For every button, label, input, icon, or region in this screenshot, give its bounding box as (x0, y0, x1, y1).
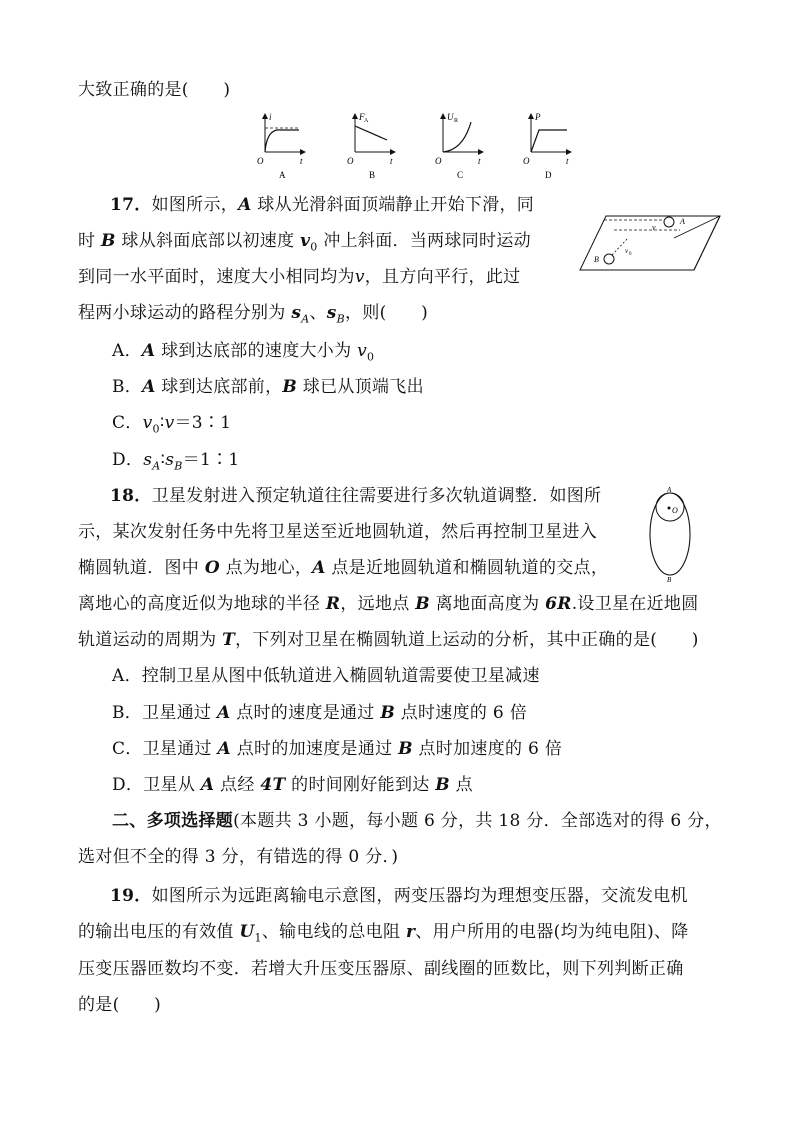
section2-line-1 (112, 809, 722, 833)
graph-d-origin: O (523, 156, 530, 166)
graph-d (523, 112, 571, 180)
graph-b-ylabel: F (359, 112, 365, 122)
fig18-b: B (667, 576, 672, 584)
q18-optB-d: 点时速度的 6 倍 (394, 703, 528, 723)
q18-l4g: .设卫星在近地圆 (571, 594, 699, 614)
graph-c-origin: O (435, 156, 442, 166)
q17-option-a[interactable] (112, 339, 374, 369)
q18-optD-b: 点经 (214, 775, 261, 795)
section2-l1: (本题共 3 小题，每小题 6 分，共 18 分．全部选对的得 6 分， (233, 811, 722, 831)
q18-optD-c: 4T (260, 775, 286, 795)
q18-orbit-figure (645, 484, 695, 584)
q18-optC-d: 点时加速度的 6 倍 (412, 739, 563, 759)
q17-l4b: s (291, 303, 302, 323)
q18-l1: 卫星发射进入预定轨道往往需要进行多次轨道调整．如图所 (151, 486, 602, 506)
q17-optB-p: B． (112, 377, 143, 397)
graph-d-label: D (545, 170, 552, 180)
q17-line-2 (78, 229, 531, 259)
q18-option-c[interactable] (112, 737, 562, 761)
q17-optA-b: 球到达底部的速度大小为 (155, 341, 358, 361)
fig17-v: v (652, 223, 656, 232)
q18-optB-c: B (380, 703, 395, 723)
q17-optB-d: 球已从顶端飞出 (297, 377, 424, 397)
graph-a-xlabel: t (300, 156, 303, 166)
q18-l4a: 离地心的高度近似为地球的半径 (78, 594, 326, 614)
q17-optC-p: C． (112, 413, 143, 433)
q17-option-c[interactable] (112, 411, 231, 441)
q18-l4e: 离地面高度为 (429, 594, 546, 614)
q18-optB-p: B．卫星通过 (112, 703, 217, 723)
q17-line-1 (110, 193, 534, 217)
q17-incline-figure (574, 208, 724, 278)
q18-optD-d: 的时间刚好能到达 (285, 775, 436, 795)
q18-line-3 (78, 556, 608, 580)
q19-l2d: 、输电线的总电阻 (261, 922, 406, 942)
q17-optD-f: ＝1∶1 (182, 450, 240, 470)
graph-a (257, 112, 305, 180)
graph-a-label: A (279, 170, 286, 180)
q18-l4b: R (325, 594, 341, 614)
q17-l1b: A (238, 195, 252, 215)
graph-d-ylabel: P (535, 112, 541, 122)
q17-l2d: v (300, 231, 311, 251)
q18-optB-a: A (217, 703, 231, 723)
q18-optC-p: C．卫星通过 (112, 739, 218, 759)
graph-d-xlabel: t (566, 156, 569, 166)
q18-l3a: 椭圆轨道．图中 (78, 558, 205, 578)
q18-line-1 (110, 484, 601, 508)
graph-b-xlabel: t (390, 156, 393, 166)
q17-optB-c: B (282, 377, 298, 397)
q17-l2e: 0 (310, 240, 318, 254)
q17-l4a: 程两小球运动的路程分别为 (78, 303, 292, 323)
q19-line-1 (110, 884, 688, 908)
fig17-v0: v (625, 247, 629, 255)
q17-optD-c: ∶ (160, 450, 166, 470)
graph-a-origin: O (257, 156, 264, 166)
q17-l1c: 球从光滑斜面顶端静止开始下滑，同 (251, 195, 535, 215)
graph-c (435, 112, 483, 180)
fig18-o: O (672, 506, 678, 515)
q18-option-a[interactable]: A．控制卫星从图中低轨道进入椭圆轨道需要使卫星减速 (112, 666, 540, 686)
q19-l2c: 1 (254, 931, 262, 945)
q18-optD-e: B (435, 775, 450, 795)
q18-l5c: ，下列对卫星在椭圆轨道上运动的分析，其中正确的是( ) (235, 630, 699, 650)
q18-optC-b: 点时的加速度是通过 (231, 739, 399, 759)
q17-l2f: 冲上斜面．当两球同时运动 (317, 231, 531, 251)
q17-option-b[interactable] (112, 375, 424, 399)
q17-l4f: B (336, 312, 346, 326)
q18-l3e: 点是近地圆轨道和椭圆轨道的交点， (325, 558, 609, 578)
q17-optC-c: ∶ (159, 413, 165, 433)
graph-c-ylabel: U (447, 112, 454, 122)
q17-optC-e: ＝3∶1 (174, 413, 232, 433)
graph-a-ylabel: i (269, 112, 272, 122)
q17-optB-a: A (142, 377, 156, 397)
fig17-b: B (594, 255, 599, 264)
q18-l3c: 点为地心， (219, 558, 313, 578)
q18-line-2: 示，某次发射任务中先将卫星送至近地圆轨道，然后再控制卫星进入 (78, 522, 597, 542)
q17-l4e: s (326, 303, 337, 323)
q18-l4c: ，远地点 (340, 594, 416, 614)
q18-optD-a: A (200, 775, 215, 795)
q17-option-d[interactable] (112, 448, 240, 478)
q17-l3b: v (354, 267, 365, 287)
q18-l4f: 6R (545, 594, 572, 614)
q17-optA-d: 0 (367, 350, 375, 364)
q17-l4g: ，则( ) (345, 303, 429, 323)
answer-graphs (255, 110, 585, 182)
q18-line-5 (78, 628, 699, 652)
q19-line-3: 压变压器匝数均不变．若增大升压变压器原、副线圈的匝数比，则下列判断正确 (78, 959, 684, 979)
fig17-a: A (680, 217, 685, 226)
q18-optD-f: 点 (449, 775, 473, 795)
q19-l2b: U (239, 922, 255, 942)
q17-line-3 (78, 265, 520, 289)
q18-l5b: T (222, 630, 236, 650)
q17-optB-b: 球到达底部前， (155, 377, 283, 397)
q17-optD-e: B (174, 459, 183, 473)
q18-optC-c: B (398, 739, 413, 759)
q17-optA-c: v (357, 341, 368, 361)
graph-c-xlabel: t (478, 156, 481, 166)
q17-optC-d: v (164, 413, 175, 433)
q17-optA-a: A (141, 341, 156, 361)
q18-l3d: A (312, 558, 326, 578)
q17-optC-a: v (142, 413, 153, 433)
q18-number: 18． (110, 486, 152, 506)
section2-heading: 二、多项选择题 (112, 811, 234, 831)
q18-line-4 (78, 592, 699, 616)
q17-l4c: A (301, 312, 310, 326)
q17-l3c: ，且方向平行，此过 (364, 267, 521, 287)
q17-l2b: B (101, 231, 116, 251)
q19-line-4: 的是( ) (78, 995, 162, 1015)
q17-optD-p: D． (112, 450, 144, 470)
q17-l2a: 时 (78, 231, 102, 251)
q19-l2e: r (405, 922, 416, 942)
fig18-a: A (667, 486, 672, 494)
q17-l4d: 、 (309, 303, 327, 323)
intro-text: 大致正确的是( ) (78, 80, 231, 100)
q17-l3a: 到同一水平面时，速度大小相同均为 (78, 267, 355, 287)
q18-optC-a: A (217, 739, 232, 759)
q19-line-2 (78, 920, 689, 950)
graph-c-label: C (457, 170, 464, 180)
graph-c-ysub: R (454, 118, 459, 124)
q17-optA-p: A． (112, 341, 142, 361)
q18-option-b[interactable] (112, 701, 527, 725)
fig17-v0sub: 0 (629, 252, 632, 257)
q18-option-d[interactable] (112, 773, 473, 797)
q18-l3b: O (204, 558, 220, 578)
graph-b-origin: O (347, 156, 354, 166)
q18-optB-b: 点时的速度是通过 (230, 703, 381, 723)
q18-l4d: B (415, 594, 430, 614)
graph-b-label: B (369, 170, 376, 180)
q17-optD-d: s (165, 450, 175, 470)
q19-l2f: 、用户所用的电器(均为纯电阻)、降 (415, 922, 689, 942)
section2-line-2: 选对但不全的得 3 分，有错选的得 0 分．) (78, 847, 399, 867)
q19-number: 19． (110, 886, 152, 906)
graph-b-ysub: A (364, 118, 369, 124)
q17-l2c: 球从斜面底部以初速度 (115, 231, 301, 251)
q17-number: 17． (110, 195, 152, 215)
q18-l5a: 轨道运动的周期为 (78, 630, 223, 650)
q17-l1: 如图所示， (151, 195, 239, 215)
q18-optD-p: D．卫星从 (112, 775, 201, 795)
q17-line-4 (78, 301, 428, 331)
graph-b (347, 112, 395, 180)
q17-optD-a: s (143, 450, 153, 470)
q19-l2a: 的输出电压的有效值 (78, 922, 240, 942)
q19-l1: 如图所示为远距离输电示意图，两变压器均为理想变压器，交流发电机 (151, 886, 688, 906)
q17-optC-b: 0 (152, 422, 160, 436)
q17-optD-b: A (152, 459, 161, 473)
